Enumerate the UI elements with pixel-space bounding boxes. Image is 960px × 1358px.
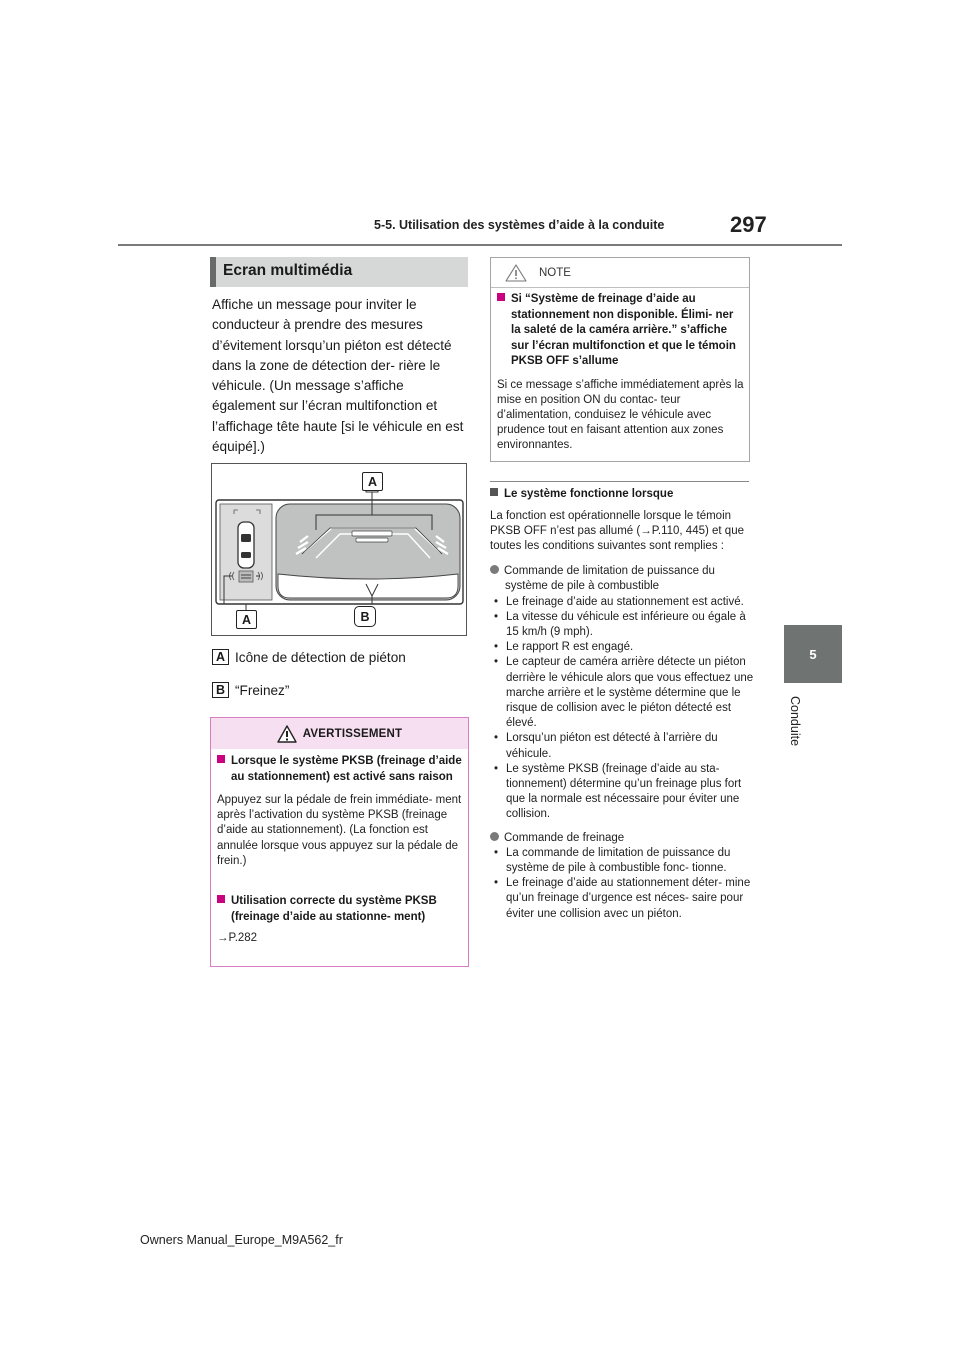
warning-box bbox=[210, 717, 469, 967]
page-number: 297 bbox=[730, 212, 767, 237]
bullet-square-icon bbox=[497, 293, 505, 301]
bullet-square-icon bbox=[490, 488, 498, 496]
header-rule bbox=[118, 244, 842, 246]
chapter-tab: 5 bbox=[784, 625, 842, 683]
warning-triangle-icon bbox=[277, 725, 297, 743]
note-header bbox=[491, 258, 749, 288]
operation-group-1-list bbox=[490, 595, 754, 823]
list-item: • Le système PKSB (freinage d’aide au sta- tionnement) détermine qu’un freinage plus fort que la normale est nécessaire pour éviter une collision. bbox=[490, 762, 754, 823]
multimedia-screen-figure bbox=[211, 463, 467, 636]
figure-callout-b: B bbox=[354, 606, 376, 627]
chapter-label: Conduite bbox=[788, 696, 802, 747]
operation-group-2-list bbox=[490, 846, 754, 922]
legend-letter-b: B bbox=[212, 682, 229, 698]
figure-callout-a-top: A bbox=[362, 472, 383, 491]
right-section-rule bbox=[490, 481, 749, 482]
legend-text-a: Icône de détection de piéton bbox=[235, 649, 406, 665]
warning-item-2-heading: Utilisation correcte du système PKSB (freinage d’aide au stationne- ment) bbox=[231, 895, 437, 923]
note-heading: Si “Système de freinage d’aide au stationnement non disponible. Élimi- ner la saleté de la caméra arrière.” s’affiche sur l’écran multifonction et que le témoin PKSB OFF s’allume bbox=[511, 293, 736, 367]
warning-item-2-ref: →P.282 bbox=[217, 932, 258, 944]
warning-item-1-text: Appuyez sur la pédale de frein immédiate- ment après l’activation du système PKSB (freinage d’aide au stationnement). (La fonction est annulée lorsque vous appuyez sur la pédale de frein.) bbox=[217, 794, 462, 867]
legend-item-b bbox=[212, 682, 289, 698]
operation-intro: La fonction est opérationnelle lorsque le témoin PKSB OFF n’est pas allumé (→P.110, 445) et que toutes les conditions suivantes sont remplies : bbox=[490, 509, 744, 552]
section-title: Ecran multimédia bbox=[210, 257, 468, 287]
circle-bullet-icon bbox=[490, 565, 499, 574]
warning-item-1 bbox=[217, 754, 463, 869]
warning-header bbox=[211, 718, 468, 749]
figure-callout-a-bottom: A bbox=[236, 610, 257, 629]
legend-text-b: “Freinez” bbox=[235, 682, 290, 698]
list-item: • Le freinage d’aide au stationnement est activé. bbox=[490, 595, 754, 610]
list-item: • La vitesse du véhicule est inférieure ou égale à 15 km/h (9 mph). bbox=[490, 610, 754, 640]
operation-group-2-title: Commande de freinage bbox=[504, 831, 625, 844]
list-item: • La commande de limitation de puissance du système de pile à combustible fonc- tionne. bbox=[490, 846, 754, 876]
list-item: • Le capteur de caméra arrière détecte un piéton derrière le véhicule alors que vous effectuez une marche arrière et le système détermine que le risque de collision avec le piéton détecté est élevé. bbox=[490, 655, 754, 731]
legend-item-a bbox=[212, 649, 406, 665]
note-content bbox=[497, 292, 745, 454]
operation-heading: Le système fonctionne lorsque bbox=[504, 488, 674, 500]
warning-item-2 bbox=[217, 894, 463, 946]
running-header: 5-5. Utilisation des systèmes d’aide à la conduite bbox=[374, 218, 665, 232]
note-text: Si ce message s’affiche immédiatement après la mise en position ON du contac- teur d’alimentation, conduisez le véhicule avec prudence tout en faisant attention aux zones environnantes. bbox=[497, 378, 744, 452]
list-item: • Le rapport R est engagé. bbox=[490, 640, 754, 655]
list-item: • Le freinage d’aide au stationnement déter- mine qu’un freinage d’urgence est néces- saire pour éviter une collision avec un piéton. bbox=[490, 876, 754, 922]
warning-title: AVERTISSEMENT bbox=[302, 727, 403, 740]
operation-group-1-title: Commande de limitation de puissance du système de pile à combustible bbox=[504, 565, 715, 593]
circle-bullet-icon bbox=[490, 832, 499, 841]
note-title: NOTE bbox=[539, 266, 571, 279]
bullet-square-icon bbox=[217, 895, 225, 903]
section-body: Affiche un message pour inviter le conducteur à prendre des mesures d’évitement lorsqu’un piéton est détecté dans la zone de détection der- rière le véhicule. (Un message s’affiche également sur l’écran multifonction et l’affichage tête haute [si le véhicule en est équipé].) bbox=[212, 297, 464, 455]
list-item: • Lorsqu’un piéton est détecté à l’arrière du véhicule. bbox=[490, 731, 754, 761]
footer-doc-id: Owners Manual_Europe_M9A562_fr bbox=[140, 1233, 343, 1247]
operation-section bbox=[490, 487, 754, 922]
bullet-square-icon bbox=[217, 755, 225, 763]
warning-item-1-heading: Lorsque le système PKSB (freinage d’aide au stationnement) est activé sans raison bbox=[231, 755, 462, 783]
operation-group-1 bbox=[490, 564, 754, 822]
car-top-view-icon bbox=[238, 522, 254, 568]
caution-triangle-icon bbox=[505, 264, 527, 282]
operation-group-2 bbox=[490, 831, 754, 922]
note-box bbox=[490, 257, 750, 462]
legend-letter-a: A bbox=[212, 649, 229, 665]
